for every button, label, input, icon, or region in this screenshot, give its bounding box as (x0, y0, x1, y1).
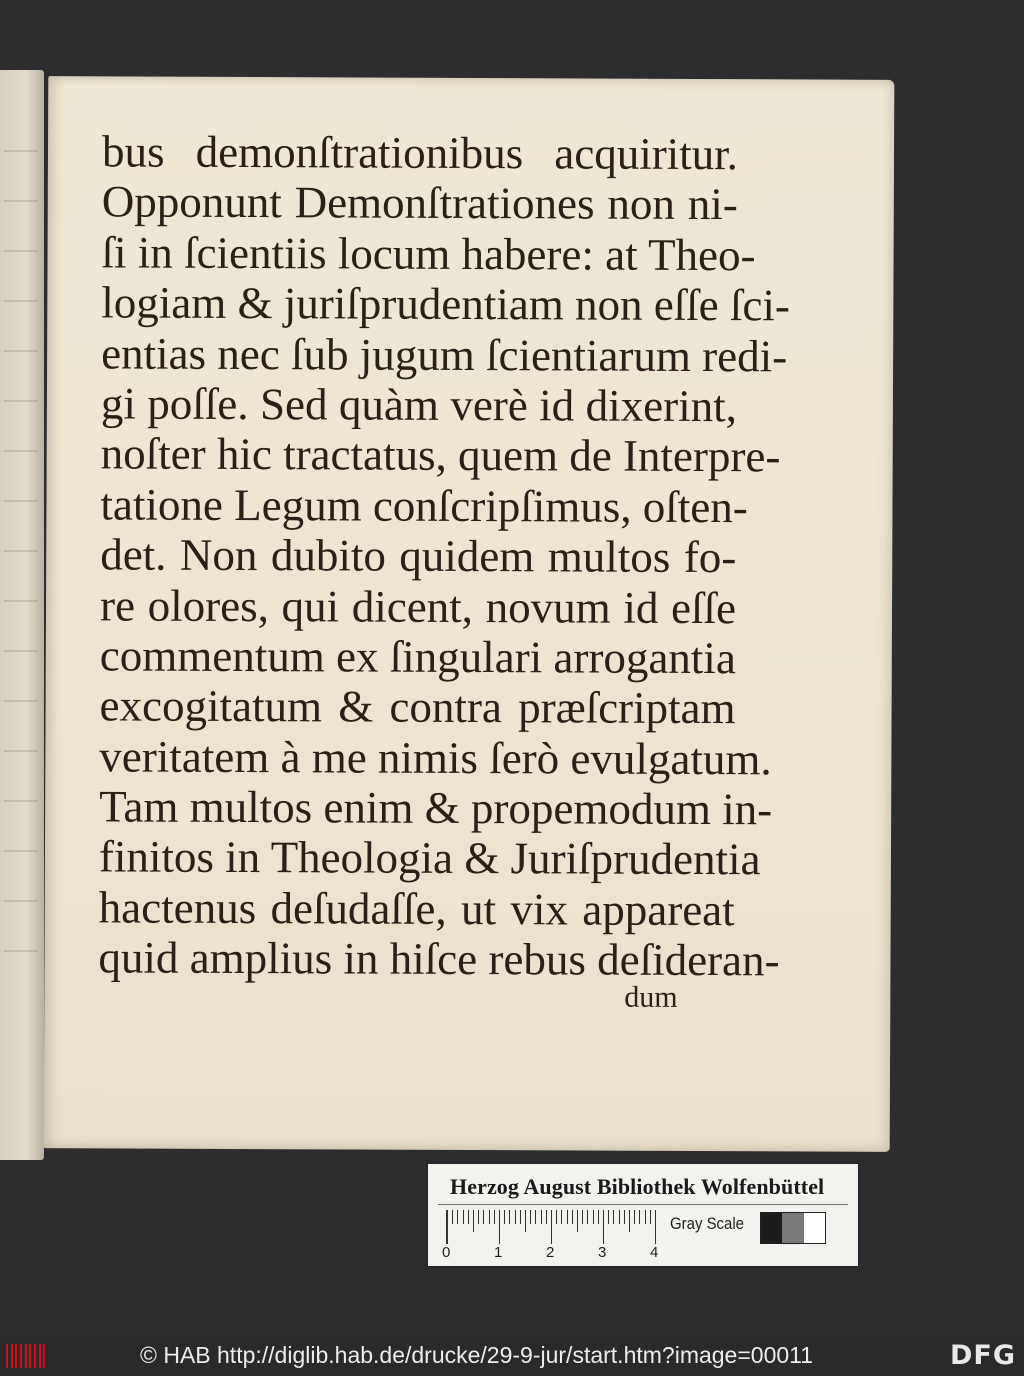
ruler-label: 4 (650, 1244, 659, 1261)
ruler-tick (561, 1210, 562, 1224)
ruler-tick (515, 1210, 516, 1224)
previous-page-edge (0, 70, 44, 1160)
hab-logo-bar (25, 1344, 27, 1368)
ruler-tick (468, 1210, 469, 1224)
hab-logo-bar (39, 1344, 41, 1368)
ghost-text-line (4, 400, 38, 402)
ruler-tick (593, 1210, 594, 1224)
ghost-text-line (4, 700, 38, 702)
ruler-tick (541, 1210, 542, 1224)
text-line: logiam & juriſprudentiam non eſſe ſci- (101, 277, 791, 331)
ruler-label: 0 (442, 1244, 451, 1261)
gray-scale-swatches (760, 1212, 826, 1244)
gray-swatch (804, 1213, 825, 1243)
gray-scale-label: Gray Scale (670, 1214, 745, 1233)
ruler-tick (447, 1210, 448, 1244)
ruler-tick (499, 1210, 500, 1244)
ruler-tick (504, 1210, 505, 1224)
ruler-tick (457, 1210, 458, 1224)
ruler-label: 3 (598, 1244, 607, 1261)
ruler-tick (546, 1210, 547, 1224)
hab-logo-bar (15, 1344, 17, 1368)
ruler-tick (556, 1210, 557, 1224)
ghost-text-line (4, 900, 38, 902)
ruler-tick (598, 1210, 599, 1224)
ghost-text-line (4, 350, 38, 352)
ruler-tick (624, 1210, 625, 1224)
ruler-tick (639, 1210, 640, 1224)
text-line: gi poſſe. Sed quàm verè id dixerint, (100, 378, 738, 432)
ruler-tick (478, 1210, 479, 1224)
ghost-text-line (4, 800, 38, 802)
text-line: re olores, qui dicent, novum id eſſe (99, 579, 737, 633)
ruler-tick (619, 1210, 620, 1224)
ghost-text-line (4, 950, 38, 952)
source-url[interactable]: © HAB http://diglib.hab.de/drucke/29-9-jur/start.htm?image=00011 (140, 1342, 814, 1368)
ruler-scale (446, 1210, 657, 1244)
ruler-tick (525, 1210, 526, 1232)
ghost-text-line (4, 650, 38, 652)
ghost-text-line (4, 300, 38, 302)
hab-logo-bar (6, 1344, 8, 1368)
text-line: tatione Legum conſcripſimus, oſten- (100, 479, 748, 532)
ruler-label: 2 (546, 1244, 555, 1261)
text-line: hactenus deſudaſſe, ut vix appareat (98, 882, 735, 936)
ruler-tick (608, 1210, 609, 1224)
hab-logo-bar (34, 1344, 36, 1368)
ruler-tick (582, 1210, 583, 1224)
ruler-tick (645, 1210, 646, 1224)
ruler-tick (613, 1210, 614, 1224)
library-name: Herzog August Bibliothek Wolfenbüttel (450, 1174, 825, 1199)
ruler-tick (655, 1210, 656, 1244)
text-line: entias nec ſub jugum ſcientiarum redi- (101, 327, 788, 381)
text-line: ſi in ſcientiis locum habere: at Theo- (101, 227, 756, 281)
hab-logo-icon[interactable] (6, 1344, 46, 1368)
ruler-tick (483, 1210, 484, 1224)
hab-logo-bar (11, 1344, 13, 1368)
ruler-tick (530, 1210, 531, 1224)
ghost-text-line (4, 450, 38, 452)
text-line: Tam multos enim & propemodum in- (99, 781, 773, 835)
color-calibration-bar (428, 1164, 858, 1266)
ruler-tick (650, 1210, 651, 1224)
footer-bar (0, 1336, 1024, 1376)
ghost-text-line (4, 600, 38, 602)
hab-logo-bar (20, 1344, 22, 1368)
text-line: det. Non dubito quidem multos fo- (100, 529, 737, 583)
book-page (44, 76, 895, 1152)
ghost-text-line (4, 250, 38, 252)
ruler-tick (463, 1210, 464, 1224)
hab-logo-bar (43, 1344, 45, 1368)
text-line: Opponunt Demonſtrationes non ni- (101, 176, 738, 230)
gray-swatch (782, 1213, 803, 1243)
text-line: quid amplius in hiſce rebus deſideran- (98, 932, 780, 986)
gray-swatch (761, 1213, 782, 1243)
text-line: finitos in Theologia & Juriſprudentia (98, 831, 761, 885)
ruler-tick (489, 1210, 490, 1224)
page-text (98, 126, 791, 986)
ruler-tick (473, 1210, 474, 1232)
ruler-tick (551, 1210, 552, 1244)
ruler-tick (567, 1210, 568, 1224)
ruler-tick (452, 1210, 453, 1224)
ruler-tick (509, 1210, 510, 1224)
dfg-logo-icon[interactable]: DFG (949, 1340, 1016, 1371)
text-line: commentum ex ſingulari arrogantia (99, 630, 736, 684)
colorbar-divider (438, 1204, 848, 1205)
hab-logo-bar (29, 1344, 31, 1368)
ghost-text-line (4, 550, 38, 552)
text-line: excogitatum & contra præſcriptam (99, 680, 736, 734)
ruler-tick (535, 1210, 536, 1224)
ghost-text-line (4, 500, 38, 502)
ruler-label: 1 (494, 1244, 503, 1261)
text-line: veritatem à me nimis ſerò evulgatum. (99, 731, 772, 785)
text-line: bus demonſtrationibus acquiritur. (101, 126, 739, 180)
ruler-tick (577, 1210, 578, 1232)
catchword: dum (624, 980, 678, 1014)
ghost-text-line (4, 150, 38, 152)
ruler-tick (572, 1210, 573, 1224)
ruler-tick (520, 1210, 521, 1224)
ghost-text-line (4, 850, 38, 852)
ghost-text-line (4, 200, 38, 202)
ghost-text-line (4, 750, 38, 752)
ruler-tick (587, 1210, 588, 1224)
ruler-tick (494, 1210, 495, 1224)
ruler-tick (603, 1210, 604, 1244)
ruler-tick (634, 1210, 635, 1224)
ruler-tick (629, 1210, 630, 1232)
text-line: noſter hic tractatus, quem de Interpre- (100, 428, 781, 482)
